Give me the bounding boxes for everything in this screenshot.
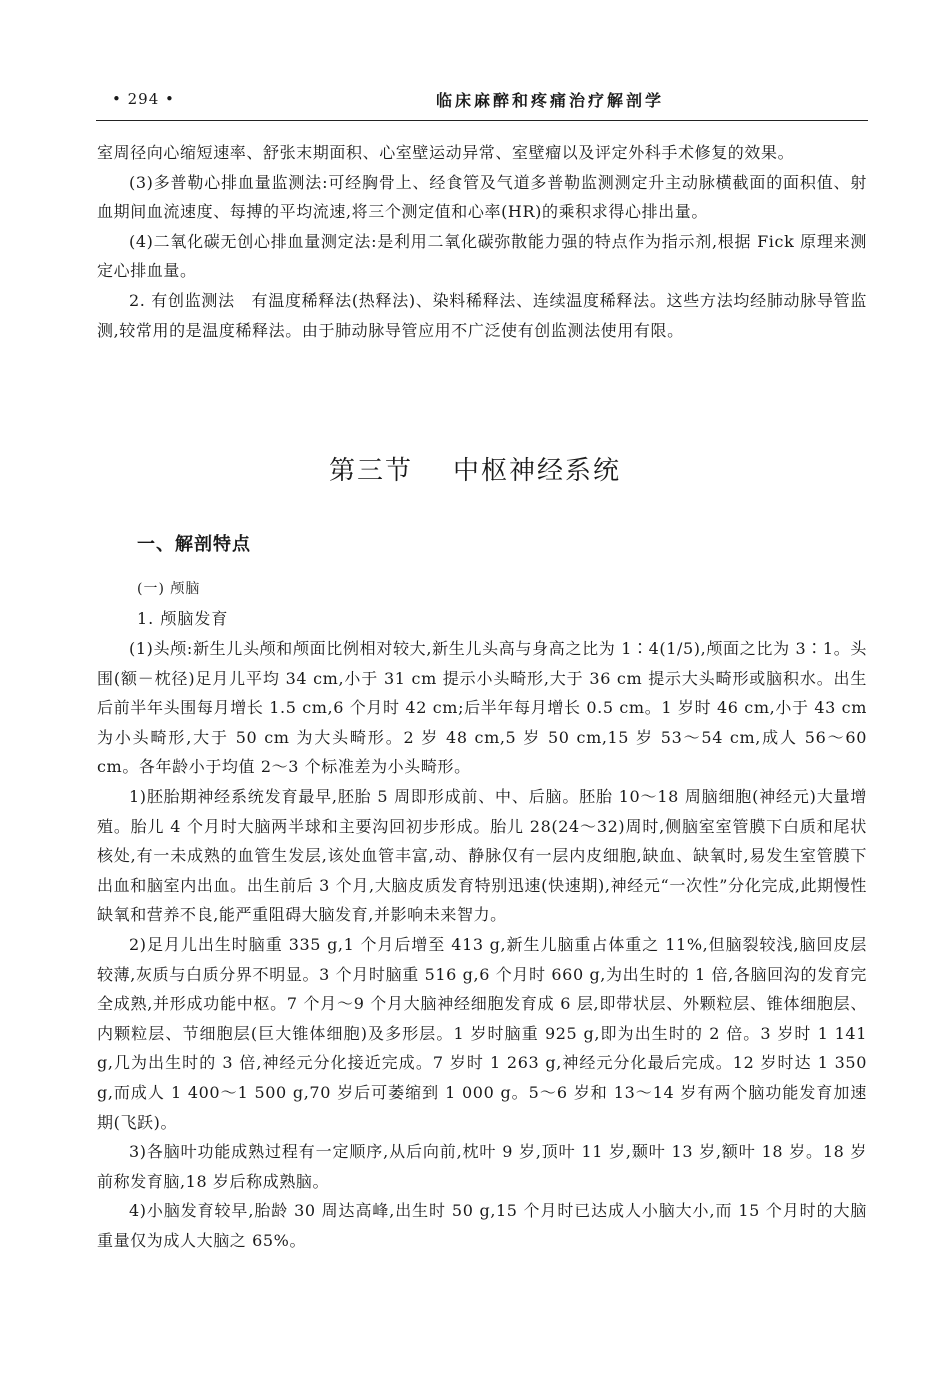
paragraph-invasive: 2. 有创监测法 有温度稀释法(热释法)、染料稀释法、连续温度稀释法。这些方法均经肺动脉导管监测,较常用的是温度稀释法。由于肺动脉导管应用不广泛使有创监测法使用有限。 xyxy=(97,290,867,340)
header-rule xyxy=(96,120,868,121)
heading-anatomy: 一、解剖特点 xyxy=(137,534,251,555)
paragraph-skull: (1)头颅:新生儿头颅和颅面比例相对较大,新生儿头高与身高之比为 1∶4(1/5),颅面之比为 3∶1。头围(额－枕径)足月儿平均 34 cm,小于 31 cm 提示小头畸形,大于 36 cm 提示大头畸形或脑积水。出生后前半年头围每月增长 1.5 cm,6 个月时 42 cm;后半年每月增长 0.5 cm。1 岁时 46 cm,小于 43 cm 为小头畸形,大于 50 cm 为大头畸形。2 岁 48 cm,5 岁 50 cm,15 岁 53～54 cm,成人 56～60 cm。各年龄小于均值 2～3 个标准差为小头畸形。 xyxy=(97,639,867,777)
running-title: 临床麻醉和疼痛治疗解剖学 xyxy=(436,91,665,110)
section-name: 中枢神经系统 xyxy=(453,456,622,486)
page-number: • 294 • xyxy=(112,90,175,108)
heading-brain-development: 1. 颅脑发育 xyxy=(137,609,229,628)
paragraph-lobes: 3)各脑叶功能成熟过程有一定顺序,从后向前,枕叶 9 岁,顶叶 11 岁,颞叶 13 岁,额叶 18 岁。18 岁前称发育脑,18 岁后称成熟脑。 xyxy=(97,1142,867,1191)
paragraph-doppler: (3)多普勒心排血量监测法:可经胸骨上、经食管及气道多普勒监测测定升主动脉横截面的面积值、射血期间血流速度、每搏的平均流速,将三个测定值和心率(HR)的乘积求得心排出量。 xyxy=(97,172,867,222)
paragraph-embryo: 1)胚胎期神经系统发育最早,胚胎 5 周即形成前、中、后脑。胚胎 10～18 周脑细胞(神经元)大量增殖。胎儿 4 个月时大脑两半球和主要沟回初步形成。胎儿 28(24～32)周时,侧脑室室管膜下白质和尾状核处,有一未成熟的血管生发层,该处血管丰富,动、静脉仅有一层内皮细胞,缺血、缺氧时,易发生室管膜下出血和脑室内出血。出生前后 3 个月,大脑皮质发育特别迅速(快速期),神经元“一次性”分化完成,此期慢性缺氧和营养不良,能严重阻碍大脑发育,并影响未来智力。 xyxy=(97,786,867,925)
paragraph-brain-weight: 2)足月儿出生时脑重 335 g,1 个月后增至 413 g,新生儿脑重占体重之 11%,但脑裂较浅,脑回皮层较薄,灰质与白质分界不明显。3 个月时脑重 516 g,6 个月时 660 g,为出生时的 1 倍,各脑回沟的发育完全成熟,并形成功能中枢。7 个月～9 个月大脑神经细胞发育成 6 层,即带状层、外颗粒层、锥体细胞层、内颗粒层、节细胞层(巨大锥体细胞)及多形层。1 岁时脑重 925 g,即为出生时的 2 倍。3 岁时 1 141 g,几为出生时的 3 倍,神经元分化接近完成。7 岁时 1 263 g,神经元分化最后完成。12 岁时达 1 350 g,而成人 1 400～1 500 g,70 岁后可萎缩到 1 000 g。5～6 岁和 13～14 岁有两个脑功能发育加速期(飞跃)。 xyxy=(97,934,867,1132)
paragraph-cerebellum: 4)小脑发育较早,胎龄 30 周达高峰,出生时 50 g,15 个月时已达成人小脑大小,而 15 个月时的大脑重量仅为成人大脑之 65%。 xyxy=(97,1201,867,1250)
paragraph-continuation: 室周径向心缩短速率、舒张末期面积、心室壁运动异常、室壁瘤以及评定外科手术修复的效果。 xyxy=(97,143,795,162)
heading-skull-brain: (一) 颅脑 xyxy=(137,581,201,597)
bottom-text-block xyxy=(97,634,867,1255)
top-text-block xyxy=(97,138,867,345)
section-title xyxy=(0,450,950,487)
paragraph-co2: (4)二氧化碳无创心排血量测定法:是利用二氧化碳弥散能力强的特点作为指示剂,根据 Fick 原理来测定心排血量。 xyxy=(97,231,867,281)
section-number: 第三节 xyxy=(328,456,413,486)
page-header xyxy=(96,88,868,116)
